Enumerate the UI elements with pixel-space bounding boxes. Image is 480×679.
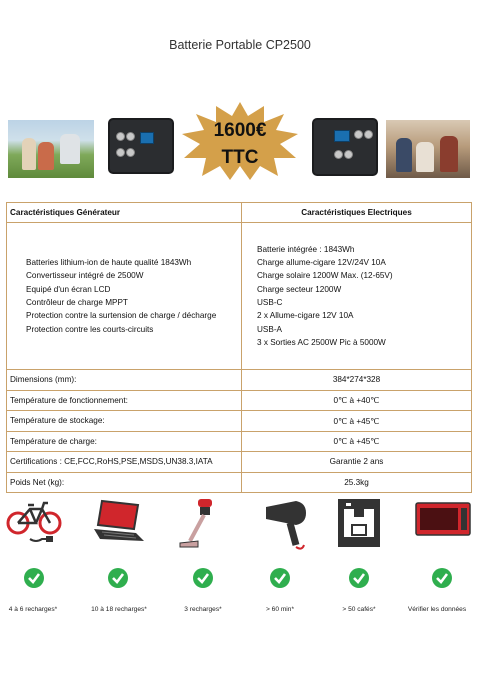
electrical-feature: Batterie intégrée : 1843Wh (257, 244, 355, 254)
header-electrical: Caractéristiques Electriques (242, 203, 472, 223)
dimensions-value: 384*274*328 (242, 370, 472, 391)
header-generator: Caractéristiques Générateur (7, 203, 242, 223)
hairdryer-caption: > 60 min* (265, 606, 295, 613)
price-amount: 1600€ (213, 120, 267, 141)
electrical-feature: Charge allume-cigare 12V/24V 10A (257, 258, 386, 268)
coffee-caption: > 50 cafés* (342, 606, 376, 613)
specs-table (6, 202, 472, 493)
electrical-feature: Charge secteur 1200W (257, 284, 342, 294)
generator-feature: Equipé d'un écran LCD (26, 284, 111, 294)
check-icon (349, 568, 369, 588)
microwave-icon (414, 497, 472, 537)
generator-feature: Protection contre les courts-circuits (26, 324, 154, 334)
ebike-icon (6, 497, 64, 547)
price-ttc: TTC (221, 147, 259, 168)
generator-feature: Protection contre la surtension de charge / décharge (26, 311, 217, 321)
coffee-machine-icon (334, 497, 384, 549)
vacuum-icon (176, 497, 226, 549)
power-station-image-left (108, 118, 174, 174)
check-icon (432, 568, 452, 588)
electrical-feature: 2 x Allume-cigare 12V 10A (257, 311, 354, 321)
laptop-caption: 10 à 18 recharges* (91, 606, 147, 613)
generator-feature: Contrôleur de charge MPPT (26, 298, 128, 307)
hairdryer-icon (262, 497, 308, 553)
camping-photo (8, 120, 94, 178)
generator-features (7, 223, 242, 370)
electrical-feature: USB-C (257, 298, 283, 307)
electrical-feature: USB-A (257, 324, 283, 334)
warranty-value: Garantie 2 ans (242, 452, 472, 473)
page-title: Batterie Portable CP2500 (169, 38, 311, 52)
operating-temp-value: 0℃ à +40℃ (242, 390, 472, 411)
vacuum-caption: 3 recharges* (184, 606, 222, 613)
certifications-label: Certifications : CE,FCC,RoHS,PSE,MSDS,UN38.3,IATA (7, 452, 242, 473)
electrical-feature: 3 x Sorties AC 2500W Pic à 5000W (257, 337, 386, 347)
check-icon (270, 568, 290, 588)
laptop-icon (88, 497, 148, 547)
picnic-photo (386, 120, 470, 178)
power-station-image-right (312, 118, 378, 176)
microwave-caption: Vérifier les données (407, 606, 467, 613)
charge-temp-value: 0℃ à +45℃ (242, 431, 472, 452)
ebike-caption: 4 à 6 recharges* (8, 606, 58, 613)
check-icon (108, 568, 128, 588)
generator-feature: Batteries lithium-ion de haute qualité 1843Wh (26, 258, 192, 268)
charge-temp-label: Température de charge: (7, 431, 242, 452)
net-weight-label: Poids Net (kg): (7, 472, 242, 493)
generator-feature: Convertisseur intégré de 2500W (26, 271, 144, 281)
storage-temp-value: 0℃ à +45℃ (242, 411, 472, 432)
electrical-features (242, 223, 472, 370)
storage-temp-label: Température de stockage: (7, 411, 242, 432)
operating-temp-label: Température de fonctionnement: (7, 390, 242, 411)
check-icon (24, 568, 44, 588)
net-weight-value: 25.3kg (242, 472, 472, 493)
electrical-feature: Charge solaire 1200W Max. (12-65V) (257, 271, 393, 281)
dimensions-label: Dimensions (mm): (7, 370, 242, 391)
check-icon (193, 568, 213, 588)
